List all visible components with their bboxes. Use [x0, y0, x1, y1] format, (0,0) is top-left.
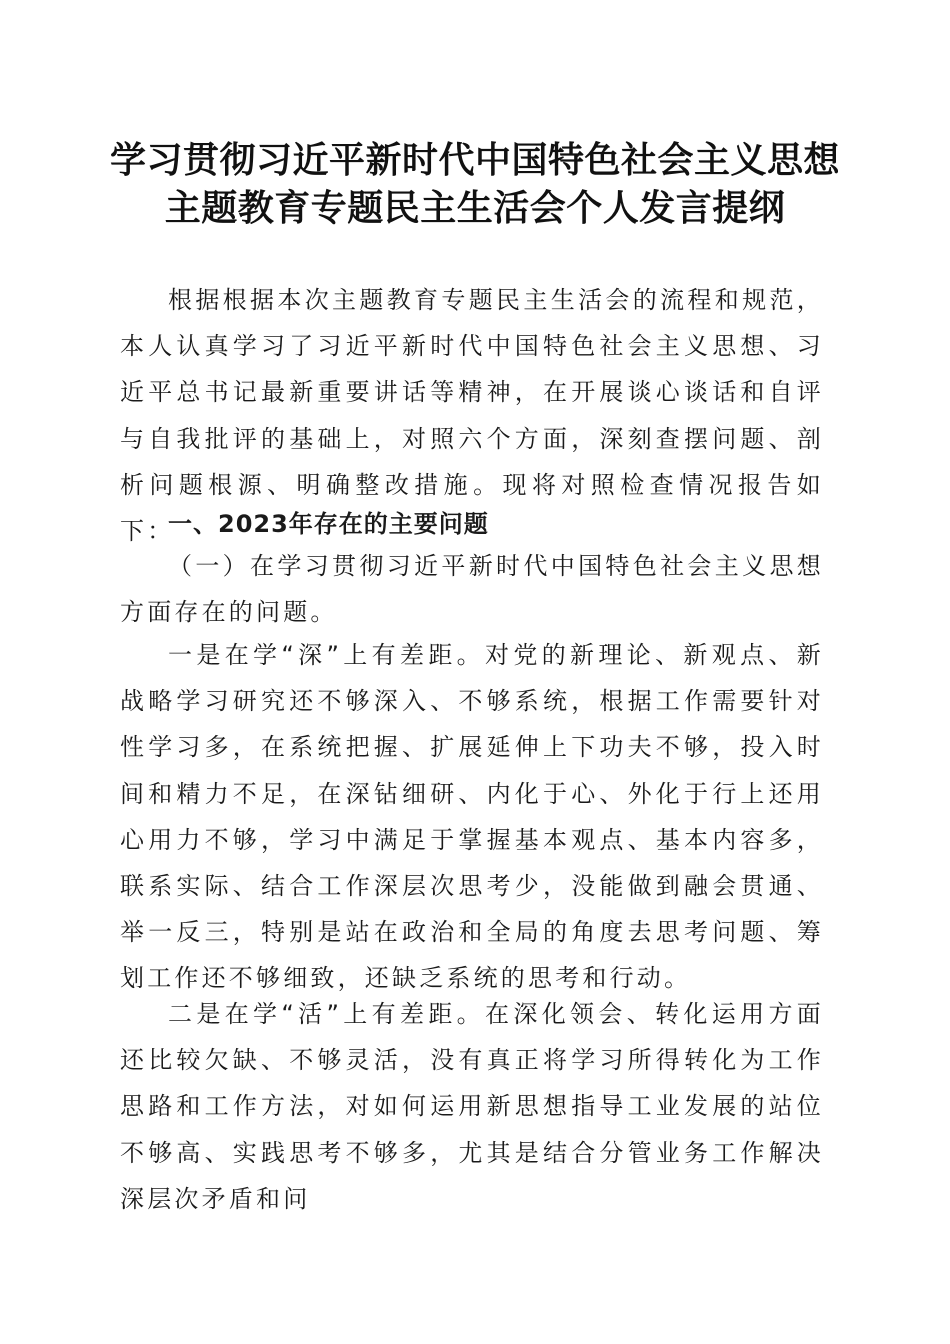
section-heading: 一、2023年存在的主要问题	[168, 510, 489, 538]
document-title-line2: 主题教育专题民主生活会个人发言提纲	[164, 187, 786, 229]
point-two-paragraph: 二是在学“活”上有差距。在深化领会、转化运用方面还比较欠缺、不够灵活，没有真正将学习所得转化为工作思路和工作方法，对如何运用新思想指导工业发展的站位不够高、实践思考不够多，尤其是结合分管业务工作解决深层次矛盾和问	[120, 1000, 824, 1213]
subsection-heading: （一）在学习贯彻习近平新时代中国特色社会主义思想方面存在的问题。	[120, 552, 824, 627]
document-title-line1: 学习贯彻习近平新时代中国特色社会主义思想	[110, 139, 841, 181]
intro-paragraph: 根据根据本次主题教育专题民主生活会的流程和规范，本人认真学习了习近平新时代中国特色社会主义思想、习近平总书记最新重要讲话等精神，在开展谈心谈话和自评与自我批评的基础上，对照六个方面，深刻查摆问题、剖析问题根源、明确整改措施。现将对照检查情况报告如下：	[120, 286, 824, 546]
point-one-paragraph: 一是在学“深”上有差距。对党的新理论、新观点、新战略学习研究还不够深入、不够系统，根据工作需要针对性学习多，在系统把握、扩展延伸上下功夫不够，投入时间和精力不足，在深钻细研、内化于心、外化于行上还用心用力不够，学习中满足于掌握基本观点、基本内容多，联系实际、结合工作深层次思考少，没能做到融会贯通、举一反三，特别是站在政治和全局的角度去思考问题、筹划工作还不够细致，还缺乏系统的思考和行动。	[120, 641, 824, 993]
